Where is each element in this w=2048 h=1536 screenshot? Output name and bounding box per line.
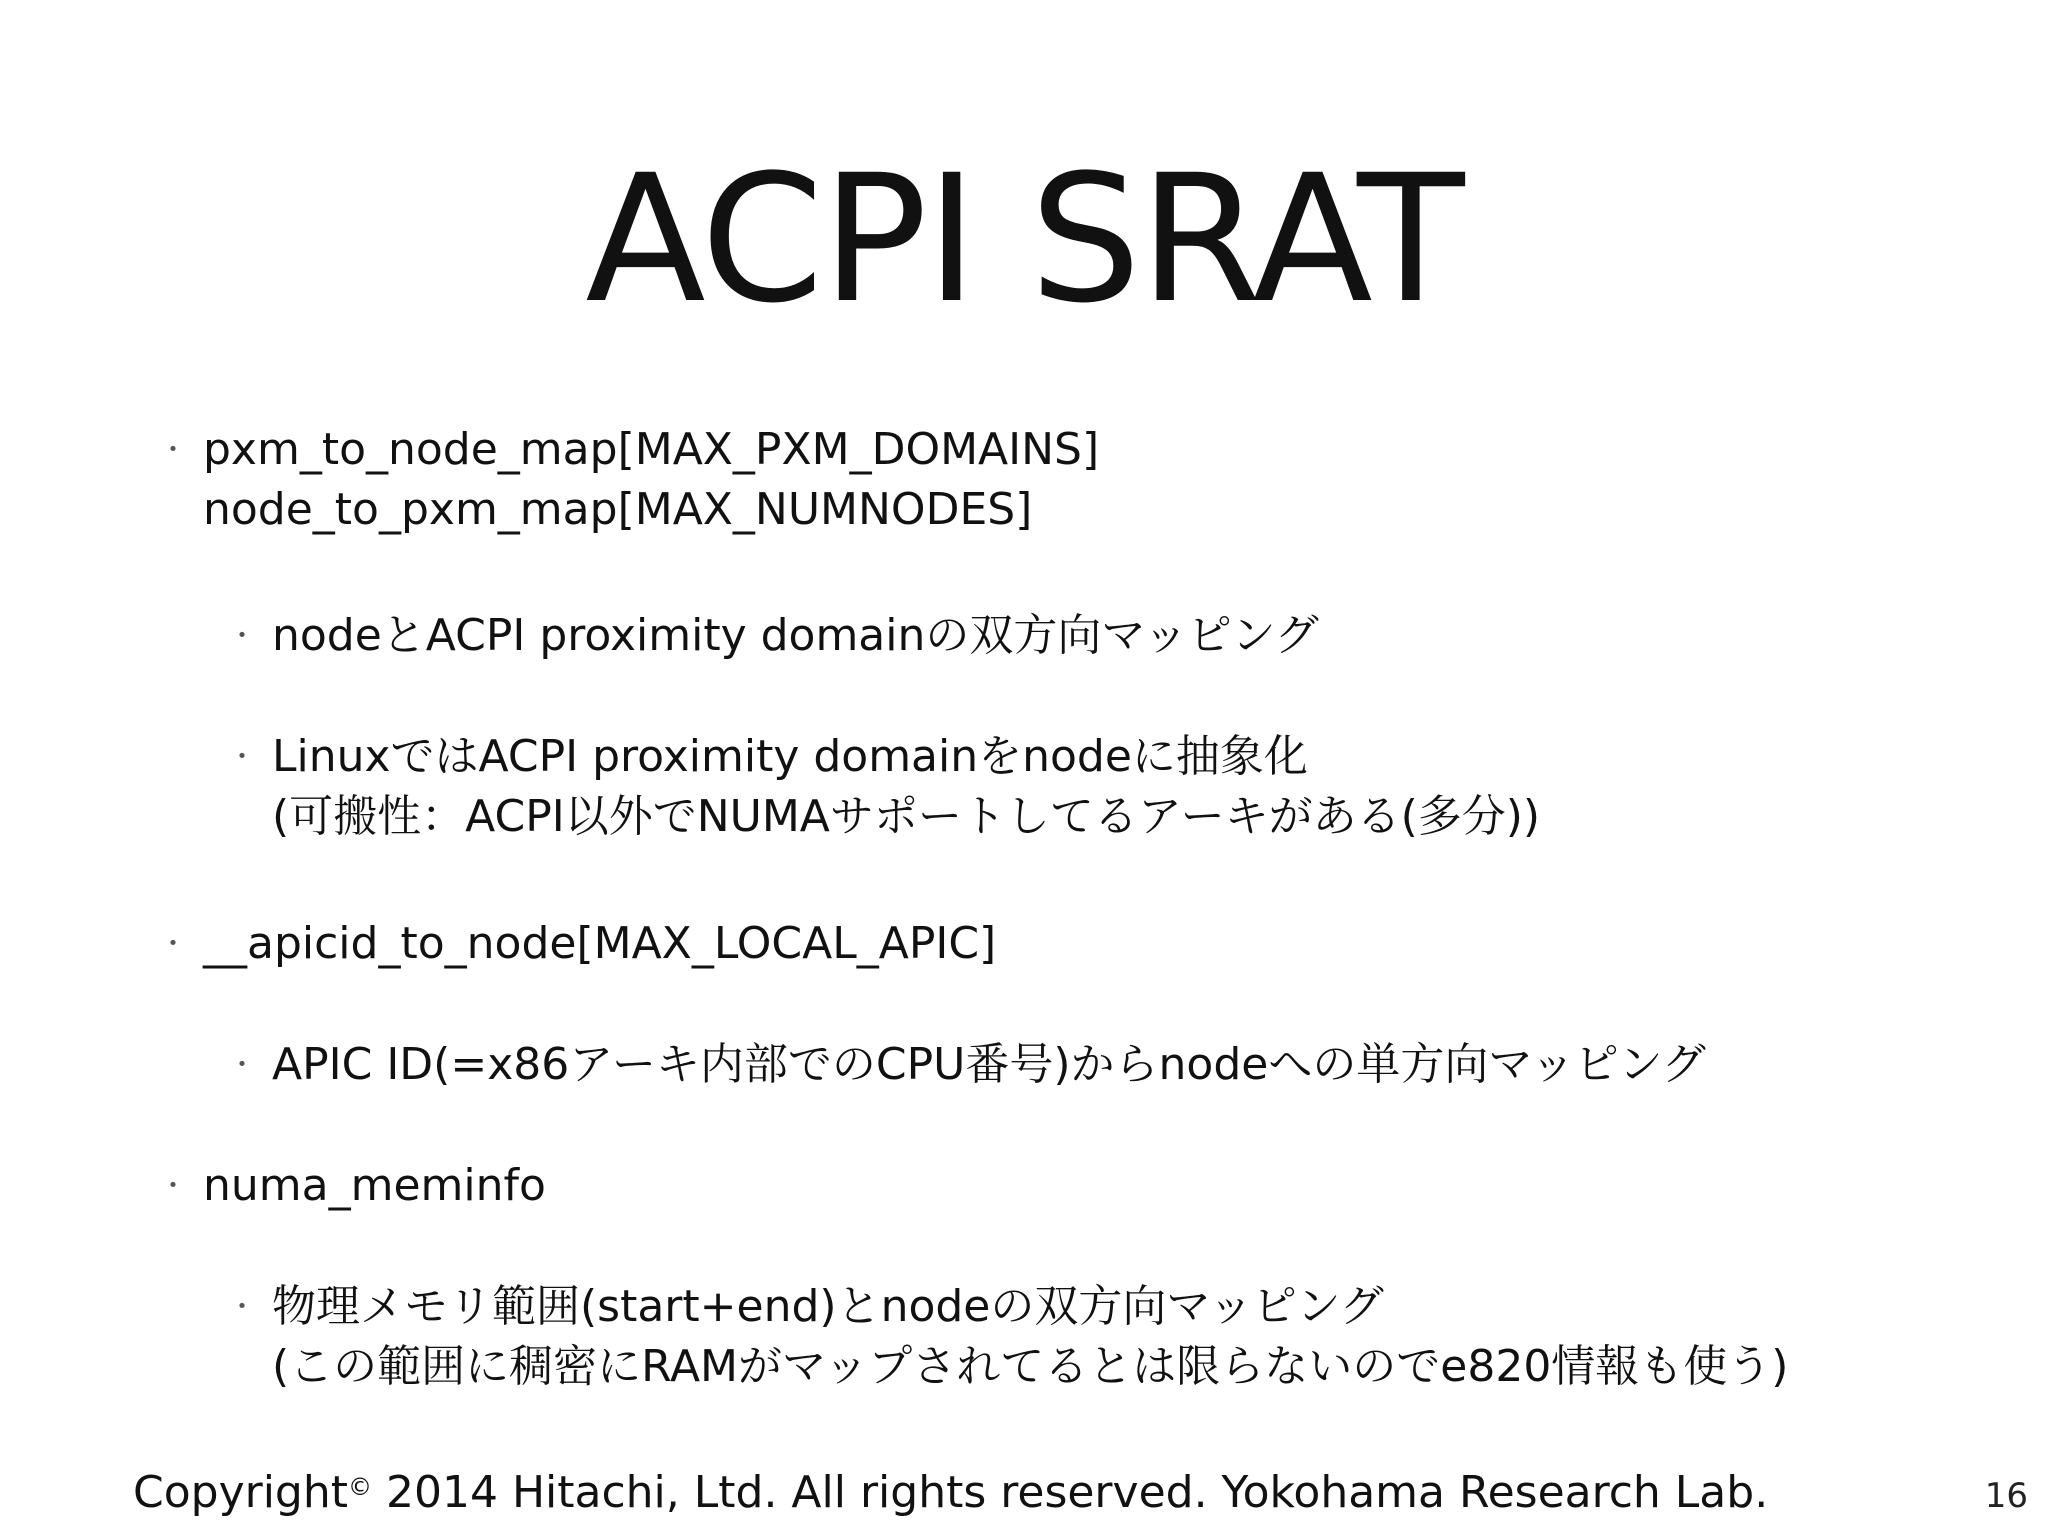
slide-title: ACPI SRAT: [585, 137, 1463, 342]
sub-bullet-apic-mapping: [228, 1035, 1706, 1095]
bullet-dot: ・: [228, 1290, 257, 1323]
bullet-line: pxm_to_node_map[MAX_PXM_DOMAINS]: [203, 424, 1100, 475]
sub-bullet-memory-range-mapping: [228, 1277, 1789, 1397]
footer-copyright: [133, 1457, 1768, 1523]
copyright-prefix: Copyright: [133, 1467, 348, 1518]
bullet-apicid-to-node: [159, 914, 997, 974]
bullet-line: (この範囲に稠密にRAMがマップされてるとは限らないのでe820情報も使う): [272, 1341, 1789, 1392]
bullet-line: __apicid_to_node[MAX_LOCAL_APIC]: [203, 918, 997, 969]
bullet-line: LinuxではACPI proximity domainをnodeに抽象化: [272, 731, 1308, 782]
bullet-dot: ・: [228, 1048, 257, 1081]
bullet-line: 物理メモリ範囲(start+end)とnodeの双方向マッピング: [272, 1281, 1384, 1332]
copyright-symbol: ©: [348, 1473, 372, 1501]
page-number: 16: [1984, 1476, 2028, 1516]
bullet-line: nodeとACPI proximity domainの双方向マッピング: [272, 610, 1319, 661]
bullet-numa-meminfo: [159, 1156, 546, 1216]
bullet-line: (可搬性：ACPI以外でNUMAサポートしてるアーキがある(多分)): [272, 791, 1541, 842]
bullet-line: APIC ID(=x86アーキ内部でのCPU番号)からnodeへの単方向マッピング: [272, 1039, 1706, 1090]
bullet-dot: ・: [159, 1169, 188, 1202]
sub-bullet-bidirectional-mapping: [228, 606, 1319, 666]
bullet-dot: ・: [159, 927, 188, 960]
bullet-dot: ・: [228, 619, 257, 652]
bullet-pxm-maps: [159, 420, 1100, 540]
bullet-dot: ・: [228, 740, 257, 773]
sub-bullet-linux-abstraction: [228, 727, 1541, 847]
copyright-text: 2014 Hitachi, Ltd. All rights reserved. Yokohama Research Lab.: [372, 1467, 1769, 1518]
bullet-line: node_to_pxm_map[MAX_NUMNODES]: [203, 484, 1033, 535]
bullet-line: numa_meminfo: [203, 1160, 546, 1211]
bullet-dot: ・: [159, 433, 188, 466]
